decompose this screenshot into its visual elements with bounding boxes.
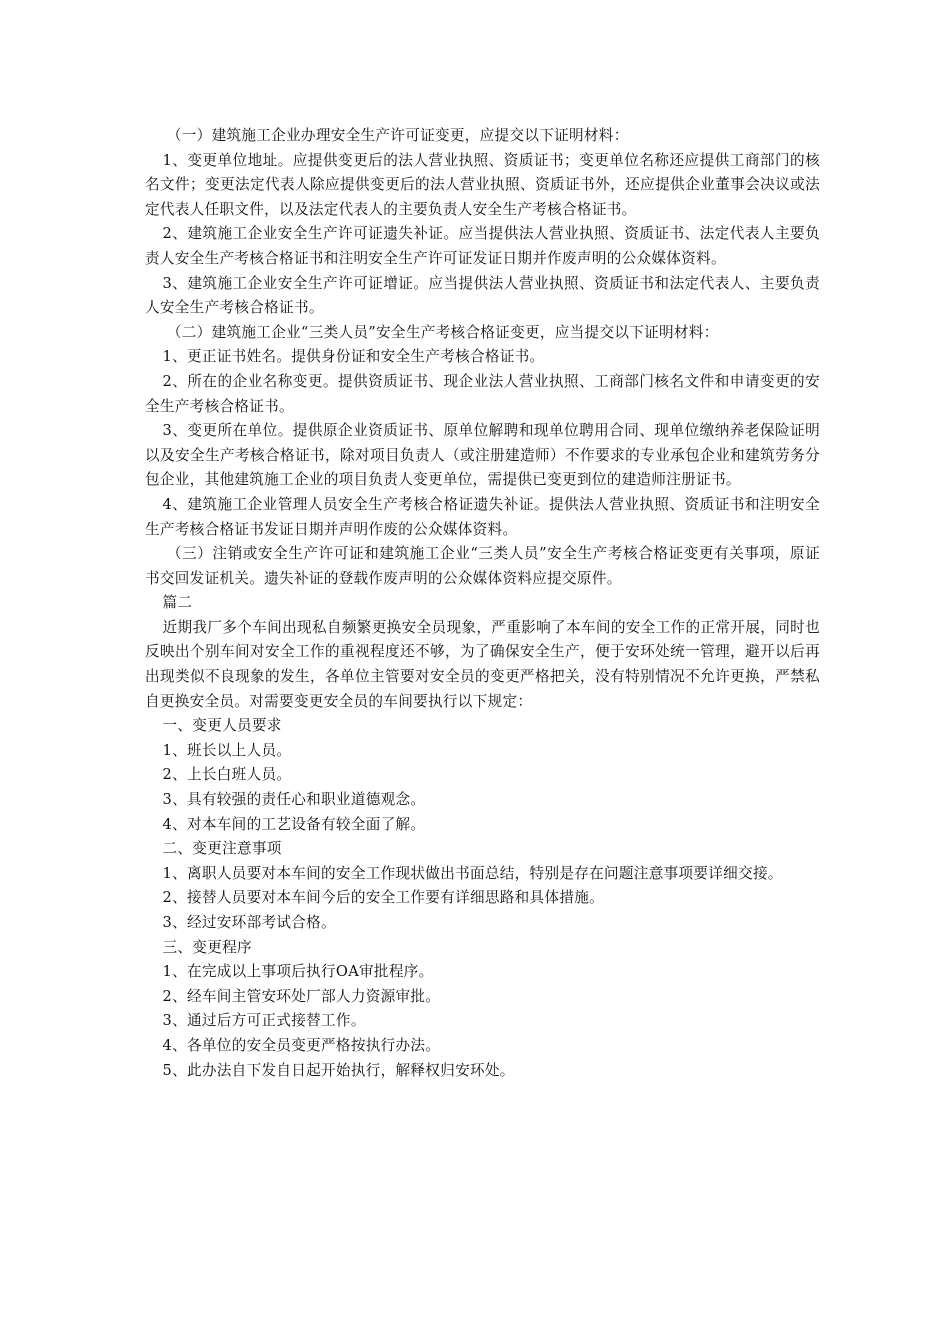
- list-item: 1、班长以上人员。: [162, 741, 292, 759]
- section-heading-3: （三）注销或安全生产许可证和建筑施工企业“三类人员”安全生产考核合格证变更有关事项，原证书交回发证机关。遗失补证的登载作废声明的公众媒体资料应提交原件。: [145, 545, 820, 587]
- subheading: 三、变更程序: [162, 938, 252, 956]
- list-item: 4、各单位的安全员变更严格按执行办法。: [162, 1036, 441, 1054]
- paragraph: 3、建筑施工企业安全生产许可证增证。应当提供法人营业执照、资质证书和法定代表人、主要负责人安全生产考核合格证书。: [145, 274, 820, 317]
- section-heading-1: （一）建筑施工企业办理安全生产许可证变更，应提交以下证明材料：: [166, 127, 629, 144]
- document-body: [145, 124, 820, 1083]
- list-item: 3、通过后方可正式接替工作。: [162, 1012, 366, 1030]
- part-title: 篇二: [162, 594, 193, 612]
- paragraph: 2、建筑施工企业安全生产许可证遗失补证。应当提供法人营业执照、资质证书、法定代表人主要负责人安全生产考核合格证书和注明安全生产许可证发证日期并作废声明的公众媒体资料。: [145, 225, 820, 267]
- list-item: 1、离职人员要对本车间的安全工作现状做出书面总结，特别是存在问题注意事项要详细交接。: [162, 864, 783, 882]
- section-heading-2: （二）建筑施工企业“三类人员”安全生产考核合格证变更，应当提交以下证明材料：: [166, 323, 719, 341]
- list-item: 3、经过安环部考试合格。: [162, 914, 336, 931]
- paragraph: 2、所在的企业名称变更。提供资质证书、现企业法人营业执照、工商部门核名文件和申请变更的安全生产考核合格证书。: [145, 372, 820, 415]
- subheading: 一、变更人员要求: [162, 717, 282, 735]
- paragraph: 3、变更所在单位。提供原企业资质证书、原单位解聘和现单位聘用合同、现单位缴纳养老保险证明以及安全生产考核合格证书，除对项目负责人（或注册建造师）不作要求的专业承包企业和建筑劳务分包企业，其他建筑施工企业的项目负责人变更单位，需提供已变更到位的建造师注册证书。: [145, 422, 820, 489]
- subheading: 二、变更注意事项: [162, 840, 282, 858]
- list-item: 5、此办法自下发自日起开始执行，解释权归安环处。: [162, 1061, 515, 1079]
- list-item: 2、接替人员要对本车间今后的安全工作要有详细思路和具体措施。: [162, 889, 605, 907]
- list-item: 2、上长白班人员。: [162, 766, 292, 784]
- paragraph: 4、建筑施工企业管理人员安全生产考核合格证遗失补证。提供法人营业执照、资质证书和注明安全生产考核合格证书发证日期并声明作废的公众媒体资料。: [145, 495, 820, 538]
- paragraph: 1、更正证书姓名。提供身份证和安全生产考核合格证书。: [162, 348, 545, 366]
- list-item: 3、具有较强的责任心和职业道德观念。: [162, 791, 426, 809]
- list-item: 4、对本车间的工艺设备有较全面了解。: [162, 815, 426, 833]
- list-item: 2、经车间主管安环处厂部人力资源审批。: [162, 987, 441, 1005]
- paragraph: 近期我厂多个车间出现私自频繁更换安全员现象，严重影响了本车间的安全工作的正常开展，同时也反映出个别车间对安全工作的重视程度还不够，为了确保安全生产，便于安环处统一管理，避开以后再出现类似不良现象的发生，各单位主管要对安全员的变更严格把关，没有特别情况不允许更换，严禁私自更换安全员。对需要变更安全员的车间要执行以下规定：: [145, 618, 820, 710]
- paragraph: 1、变更单位地址。应提供变更后的法人营业执照、资质证书；变更单位名称还应提供工商部门的核名文件；变更法定代表人除应提供变更后的法人营业执照、资质证书外，还应提供企业董事会决议或法定代表人任职文件，以及法定代表人的主要负责人安全生产考核合格证书。: [145, 151, 820, 218]
- list-item: 1、在完成以上事项后执行OA审批程序。: [162, 963, 434, 981]
